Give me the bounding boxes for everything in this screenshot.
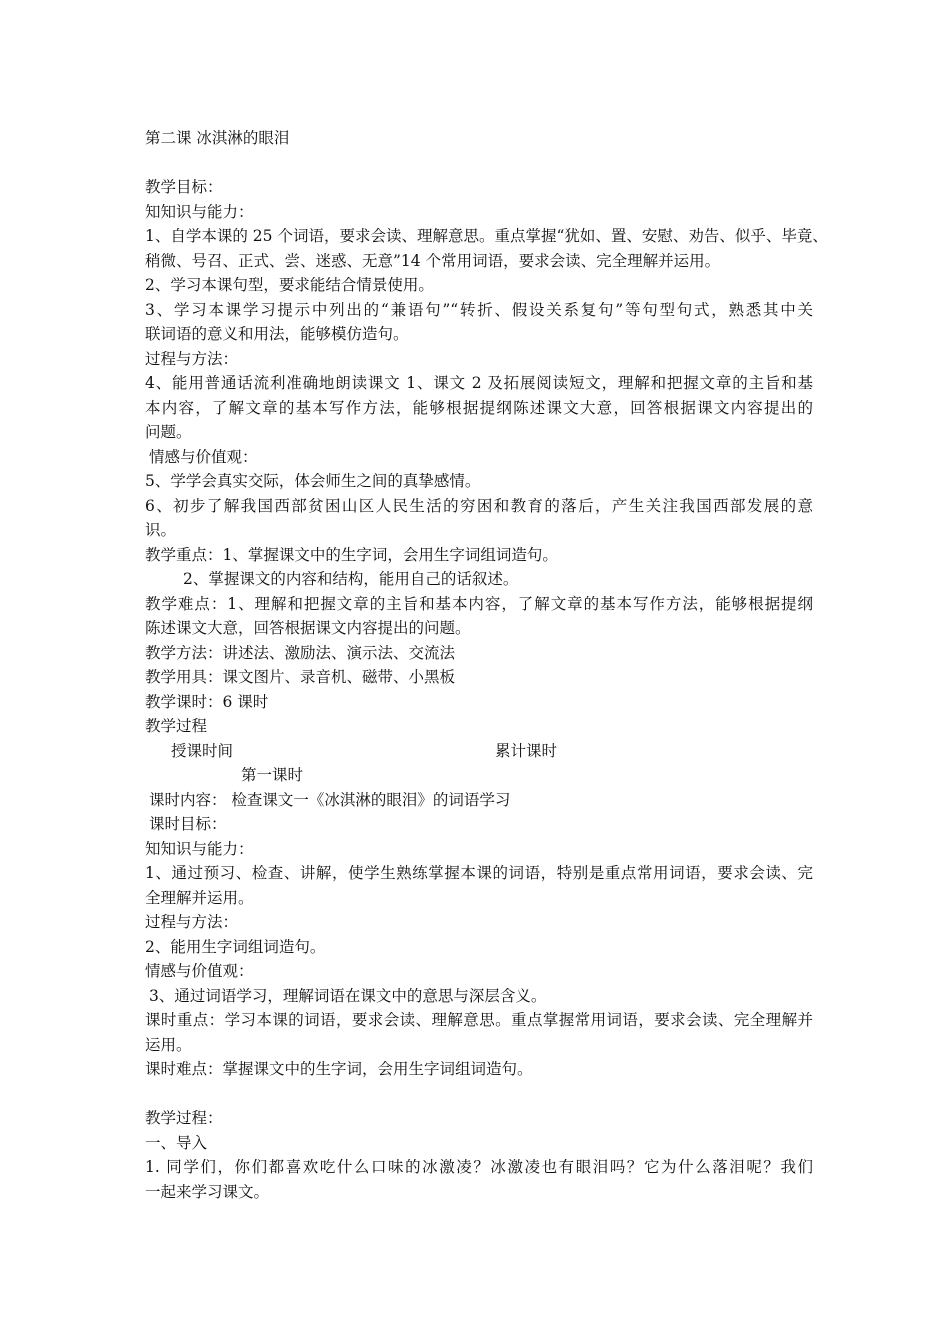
text-line: 5、学学会真实交际，体会师生之间的真挚感情。 — [145, 472, 481, 490]
text-line: 陈述课文大意，回答根据课文内容提出的问题。 — [145, 619, 471, 637]
text-line: 6、初步了解我国西部贫困山区人民生活的穷困和教育的落后，产生关注我国西部发展的意 — [145, 496, 813, 515]
text-line: 知知识与能力： — [145, 202, 254, 221]
text-line: 3、学习本课学习提示中列出的“兼语句”“转折、假设关系复句”等句型句式，熟悉其中关 — [145, 300, 813, 319]
text-line: 全理解并运用。 — [145, 888, 254, 907]
text-line: 1、通过预习、检查、讲解，使学生熟练掌握本课的词语，特别是重点常用词语，要求会读、完 — [145, 864, 813, 882]
text-line: 运用。 — [145, 1035, 192, 1054]
text-line: 课时难点：掌握课文中的生字词，会用生字词组词造句。 — [145, 1060, 533, 1078]
text-line: 课时重点：学习本课的词语，要求会读、理解意思。重点掌握常用词语，要求会读、完全理解并 — [145, 1011, 813, 1029]
text-line: 一起来学习课文。 — [145, 1182, 270, 1201]
schedule-right-label: 累计课时 — [495, 741, 558, 760]
text-line: 情感与价值观： — [149, 447, 258, 466]
text-line: 教学过程 — [145, 717, 208, 735]
text-line: 过程与方法： — [145, 349, 239, 368]
text-line: 识。 — [145, 521, 177, 539]
document-title: 第二课 冰淇淋的眼泪 — [145, 129, 290, 147]
text-line: 情感与价值观： — [145, 962, 254, 980]
lesson-plan-section — [145, 175, 828, 739]
period-heading: 第一课时 — [241, 766, 304, 784]
schedule-left-label: 授课时间 — [171, 741, 234, 760]
text-line: 课时目标： — [149, 815, 227, 833]
document-body — [145, 126, 828, 1204]
text-line: 4、能用普通话流利准确地朗读课文 1、课文 2 及拓展阅读短文，理解和把握文章的主旨和基 — [145, 374, 813, 392]
text-line: 问题。 — [145, 423, 192, 441]
text-line: 课时内容： 检查课文一《冰淇淋的眼泪》的词语学习 — [149, 790, 511, 809]
text-line: 教学用具：课文图片、录音机、磁带、小黑板 — [145, 668, 456, 686]
text-line: 教学目标： — [145, 178, 223, 196]
spacer — [145, 151, 813, 176]
schedule-row — [145, 739, 813, 764]
text-line: 3、通过词语学习，理解词语在课文中的意思与深层含义。 — [149, 986, 547, 1005]
text-line: 教学课时：6 课时 — [145, 692, 269, 711]
text-line: 稍微、号召、正式、尝、迷惑、无意”14 个常用词语，要求会读、完全理解并运用。 — [145, 251, 721, 270]
text-line: 2、学习本课句型，要求能结合情景使用。 — [145, 276, 434, 294]
text-line: 过程与方法： — [145, 913, 239, 931]
text-line: 1. 同学们，你们都喜欢吃什么口味的冰激凌？冰激凌也有眼泪吗？它为什么落泪呢？我们 — [145, 1158, 813, 1176]
text-line: 教学方法：讲述法、激励法、演示法、交流法 — [145, 643, 456, 662]
text-line: 2、掌握课文的内容和结构，能用自己的话叙述。 — [183, 570, 519, 588]
text-line: 知知识与能力： — [145, 839, 254, 858]
text-line: 教学重点：1、掌握课文中的生字词，会用生字词组词造句。 — [145, 545, 558, 564]
text-line: 本内容，了解文章的基本写作方法，能够根据提纲陈述课文大意，回答根据课文内容提出的 — [145, 398, 813, 417]
text-line: 教学过程： — [145, 1109, 223, 1127]
period-section — [145, 788, 813, 1205]
text-line: 教学难点：1、理解和把握文章的主旨和基本内容，了解文章的基本写作方法，能够根据提纲 — [145, 594, 813, 613]
text-line: 2、能用生字词组词造句。 — [145, 937, 326, 956]
spacer — [145, 1082, 813, 1107]
text-line: 一、导入 — [145, 1133, 208, 1152]
text-line: 1、自学本课的 25 个词语，要求会读、理解意思。重点掌握“犹如、置、安慰、劝告、似乎、毕竟、 — [145, 227, 828, 245]
text-line: 联词语的意义和用法，能够模仿造句。 — [145, 325, 409, 343]
